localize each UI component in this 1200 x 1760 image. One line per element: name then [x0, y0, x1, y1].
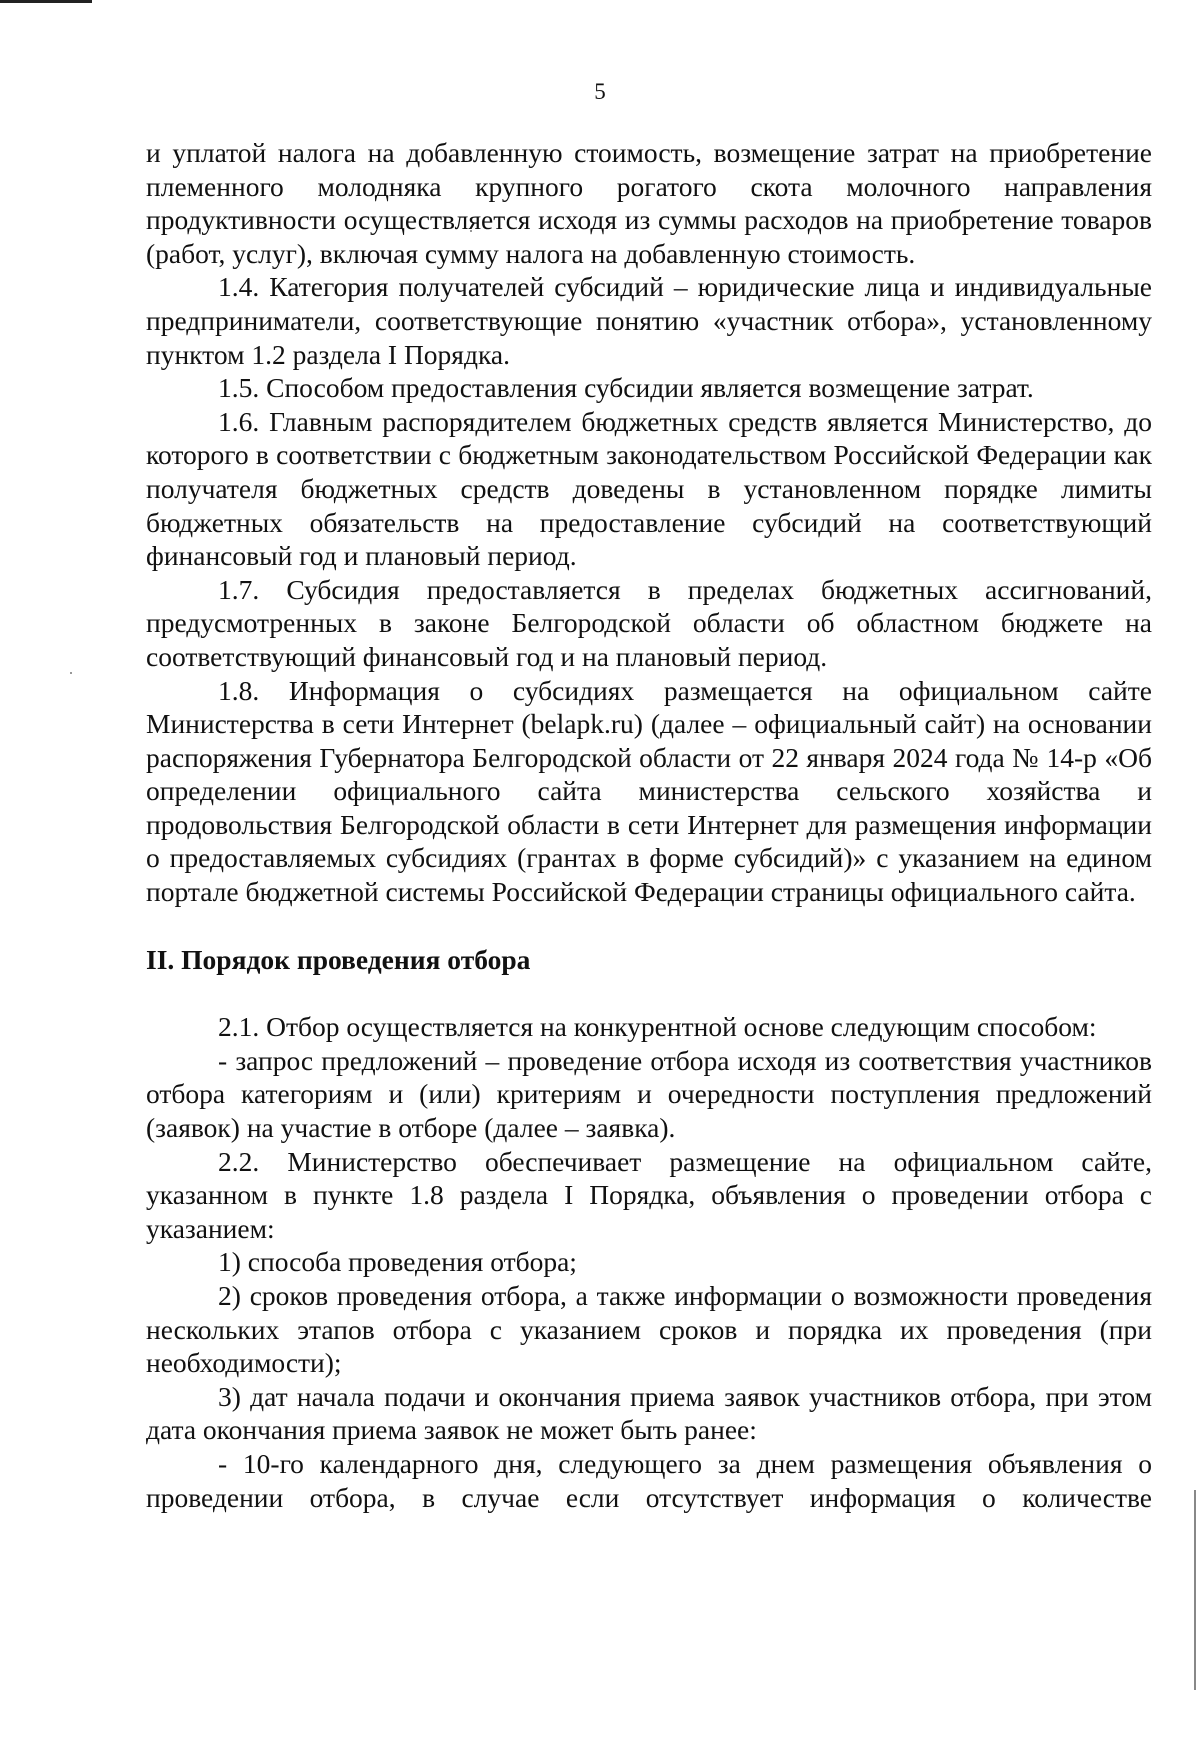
- paragraph-1-7: 1.7. Субсидия предоставляется в пределах бюджетных ассигнований, предусмотренных в законе Белгородской области об областном бюджете на соответствующий финансовый год и на плановый период.: [146, 573, 1152, 672]
- list-item-3: 3) дат начала подачи и окончания приема заявок участников отбора, при этом дата окончания приема заявок не может быть ранее:: [146, 1380, 1152, 1446]
- paragraph-1-5: 1.5. Способом предоставления субсидии является возмещение затрат.: [218, 372, 1034, 404]
- paragraph-1-8: 1.8. Информация о субсидиях размещается на официальном сайте Министерства в сети Интернет (belapk.ru) (далее – официальный сайт) на основании распоряжения Губернатора Белгородской области от 22 января 2024 года № 14-р «Об определении официального сайта министерства сельского хозяйства и продовольствия Белгородской области в сети Интернет для размещения информации о предоставляемых субсидиях (грантах в форме субсидий)» с указанием на едином портале бюджетной системы Российской Федерации страницы официального сайта.: [146, 674, 1152, 908]
- page-number: 5: [594, 79, 606, 104]
- paragraph-1-6: 1.6. Главным распорядителем бюджетных средств является Министерство, до которого в соответствии с бюджетным законодательством Российской Федерации как получателя бюджетных средств доведены в установленном порядке лимиты бюджетных обязательств на предоставление субсидий на соответствующий финансовый год и плановый период.: [146, 405, 1152, 572]
- scan-edge-mark-top: [0, 0, 92, 3]
- scan-edge-mark-right: [1194, 1490, 1196, 1690]
- list-item-2: 2) сроков проведения отбора, а также информации о возможности проведения нескольких этапов отбора с указанием сроков и порядка их проведения (при необходимости);: [146, 1280, 1152, 1379]
- scan-speck: [70, 672, 72, 674]
- document-body: [146, 136, 1152, 1514]
- paragraph-request-proposals: - запрос предложений – проведение отбора исходя из соответствия участников отбора категориям и (или) критериям и очередности поступления предложений (заявок) на участие в отборе (далее – заявка).: [146, 1044, 1152, 1144]
- paragraph-2-2: 2.2. Министерство обеспечивает размещение на официальном сайте, указанном в пункте 1.8 раздела I Порядка, объявления о проведении отбора с указанием:: [146, 1145, 1152, 1244]
- list-item-1: 1) способа проведения отбора;: [218, 1246, 577, 1278]
- paragraph-2-1: 2.1. Отбор осуществляется на конкурентной основе следующим способом:: [218, 1011, 1097, 1043]
- paragraph-10th-day: - 10-го календарного дня, следующего за днем размещения объявления о проведении отбора, в случае если отсутствует информация о количестве: [146, 1447, 1152, 1513]
- paragraph-vat-continuation: и уплатой налога на добавленную стоимость, возмещение затрат на приобретение племенного молодняка крупного рогатого скота молочного направления продуктивности осуществляется исходя из суммы расходов на приобретение товаров (работ, услуг), включая сумму налога на добавленную стоимость.: [146, 137, 1152, 269]
- paragraph-1-4: 1.4. Категория получателей субсидий – юридические лица и индивидуальные предприниматели, соответствующие понятию «участник отбора», установленному пунктом 1.2 раздела I Порядка.: [146, 271, 1152, 370]
- section-heading: II. Порядок проведения отбора: [146, 943, 531, 975]
